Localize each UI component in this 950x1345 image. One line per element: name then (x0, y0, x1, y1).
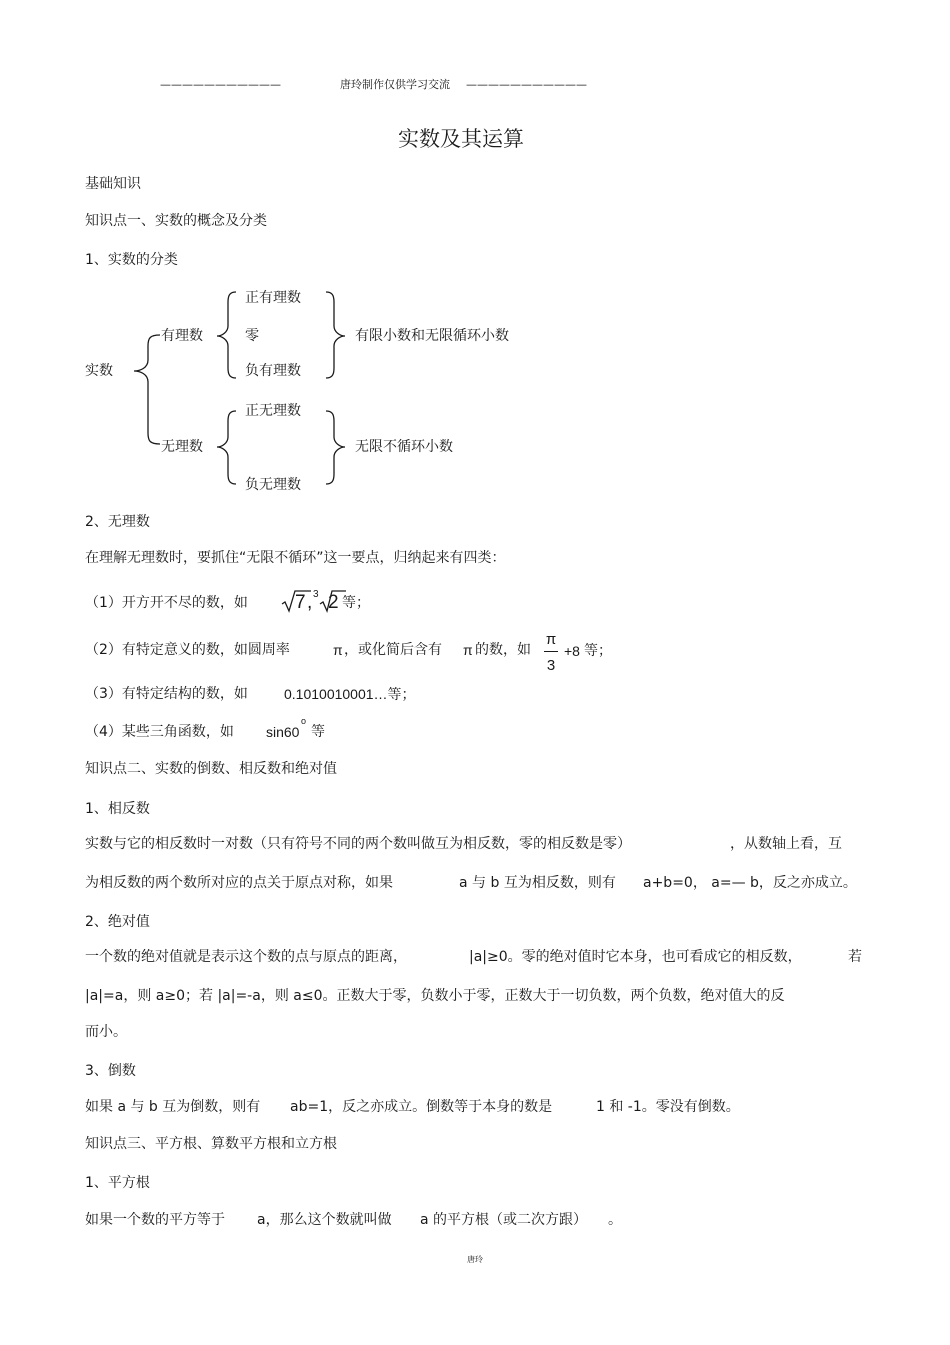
reciprocal-line1a: 如果 a 与 b 互为倒数，则有 (85, 1099, 261, 1115)
tree-irrational: 无理数 (161, 439, 203, 455)
tree-irrational-note: 无限不循环小数 (355, 439, 453, 455)
irrational-right-brace-icon (0, 0, 950, 520)
kp3-sub1: 1、平方根 (85, 1175, 150, 1191)
page-footer: 唐玲 (467, 1255, 483, 1264)
degree-superscript: o (301, 716, 307, 726)
kp2-sub2: 2、绝对值 (85, 914, 150, 930)
item4-value: sin60 (266, 724, 300, 740)
item4-tail: 等 (311, 724, 325, 740)
kp1-sub1: 1、实数的分类 (85, 252, 178, 268)
item1-text: （1）开方开不尽的数，如 (85, 595, 248, 611)
page-title: 实数及其运算 (398, 127, 524, 151)
kp3-heading: 知识点三、平方根、算数平方根和立方根 (85, 1136, 337, 1152)
kp2-heading: 知识点二、实数的倒数、相反数和绝对值 (85, 761, 337, 777)
item3-value: 0.1010010001…等； (284, 686, 416, 702)
item2-text: （2）有特定意义的数，如圆周率 (85, 642, 290, 658)
header-dashes-left: ——————————— (160, 78, 281, 91)
tree-irrational-child: 正无理数 (245, 403, 301, 419)
item4-text: （4）某些三角函数，如 (85, 724, 234, 740)
sqrt-def-c: a 的平方根（或二次方跟） (420, 1212, 588, 1228)
cube-root-index: 3 (313, 589, 319, 600)
fraction-denominator: 3 (546, 657, 556, 674)
tree-rational: 有理数 (161, 328, 203, 344)
opposite-line2a: 为相反数的两个数所对应的点关于原点对称，如果 (85, 875, 393, 891)
opposite-line2c: a+b=0， a=— b，反之亦成立。 (643, 875, 857, 891)
item2-mid2: 的数，如 (475, 642, 531, 658)
opposite-line1b: ，从数轴上看，互 (730, 836, 842, 852)
kp1-heading: 知识点一、实数的概念及分类 (85, 213, 267, 229)
tree-root: 实数 (85, 363, 113, 379)
section-basic-knowledge: 基础知识 (85, 176, 141, 192)
sqrt-def-b: a，那么这个数就叫做 (257, 1212, 392, 1228)
opposite-line1a: 实数与它的相反数时一对数（只有符号不同的两个数叫做互为相反数，零的相反数是零） (85, 836, 631, 852)
sqrt-def-d: 。 (608, 1212, 622, 1228)
header-dashes-right: ——————————— (466, 78, 587, 91)
kp2-sub1: 1、相反数 (85, 801, 150, 817)
abs-line3: 而小。 (85, 1024, 127, 1040)
tree-rational-child: 正有理数 (245, 290, 301, 306)
abs-line1b: |a|≥0。零的绝对值时它本身，也可看成它的相反数， (469, 949, 802, 965)
item3-text: （3）有特定结构的数，如 (85, 686, 248, 702)
item2-mid: ，或化简后含有 (344, 642, 442, 658)
tree-rational-note: 有限小数和无限循环小数 (355, 328, 509, 344)
kp1-sub2: 2、无理数 (85, 514, 150, 530)
reciprocal-line1b: ab=1，反之亦成立。倒数等于本身的数是 (290, 1099, 553, 1115)
opposite-line2b: a 与 b 互为相反数，则有 (459, 875, 616, 891)
item2-tail: 等； (584, 643, 612, 659)
abs-line1c: 若 (848, 949, 862, 965)
item1-tail: 等； (342, 595, 370, 611)
pi-symbol: π (333, 642, 343, 658)
kp2-sub3: 3、倒数 (85, 1063, 136, 1079)
comma: , (307, 592, 313, 613)
pi-symbol-2: π (463, 642, 473, 658)
reciprocal-line1c: 1 和 -1。零没有倒数。 (596, 1099, 740, 1115)
cube-radicand: 2 (328, 592, 339, 613)
abs-line2: |a|=a，则 a≥0；若 |a|=-a，则 a≤0。正数大于零，负数小于零，正数大于一切负数，两个负数，绝对值大的反 (85, 988, 785, 1004)
sqrt-radicand: 7 (295, 592, 306, 613)
tree-rational-child: 负有理数 (245, 363, 301, 379)
tree-irrational-child: 负无理数 (245, 477, 301, 493)
header-text: 唐玲制作仅供学习交流 (340, 78, 450, 91)
fraction-numerator: π (545, 631, 557, 648)
sqrt-def-a: 如果一个数的平方等于 (85, 1212, 225, 1228)
irrational-intro: 在理解无理数时，要抓住“无限不循环”这一要点，归纳起来有四类： (85, 550, 506, 566)
abs-line1a: 一个数的绝对值就是表示这个数的点与原点的距离， (85, 949, 407, 965)
item2-plus: +8 (564, 643, 580, 659)
tree-rational-child: 零 (245, 328, 259, 344)
fraction-bar (544, 651, 558, 652)
